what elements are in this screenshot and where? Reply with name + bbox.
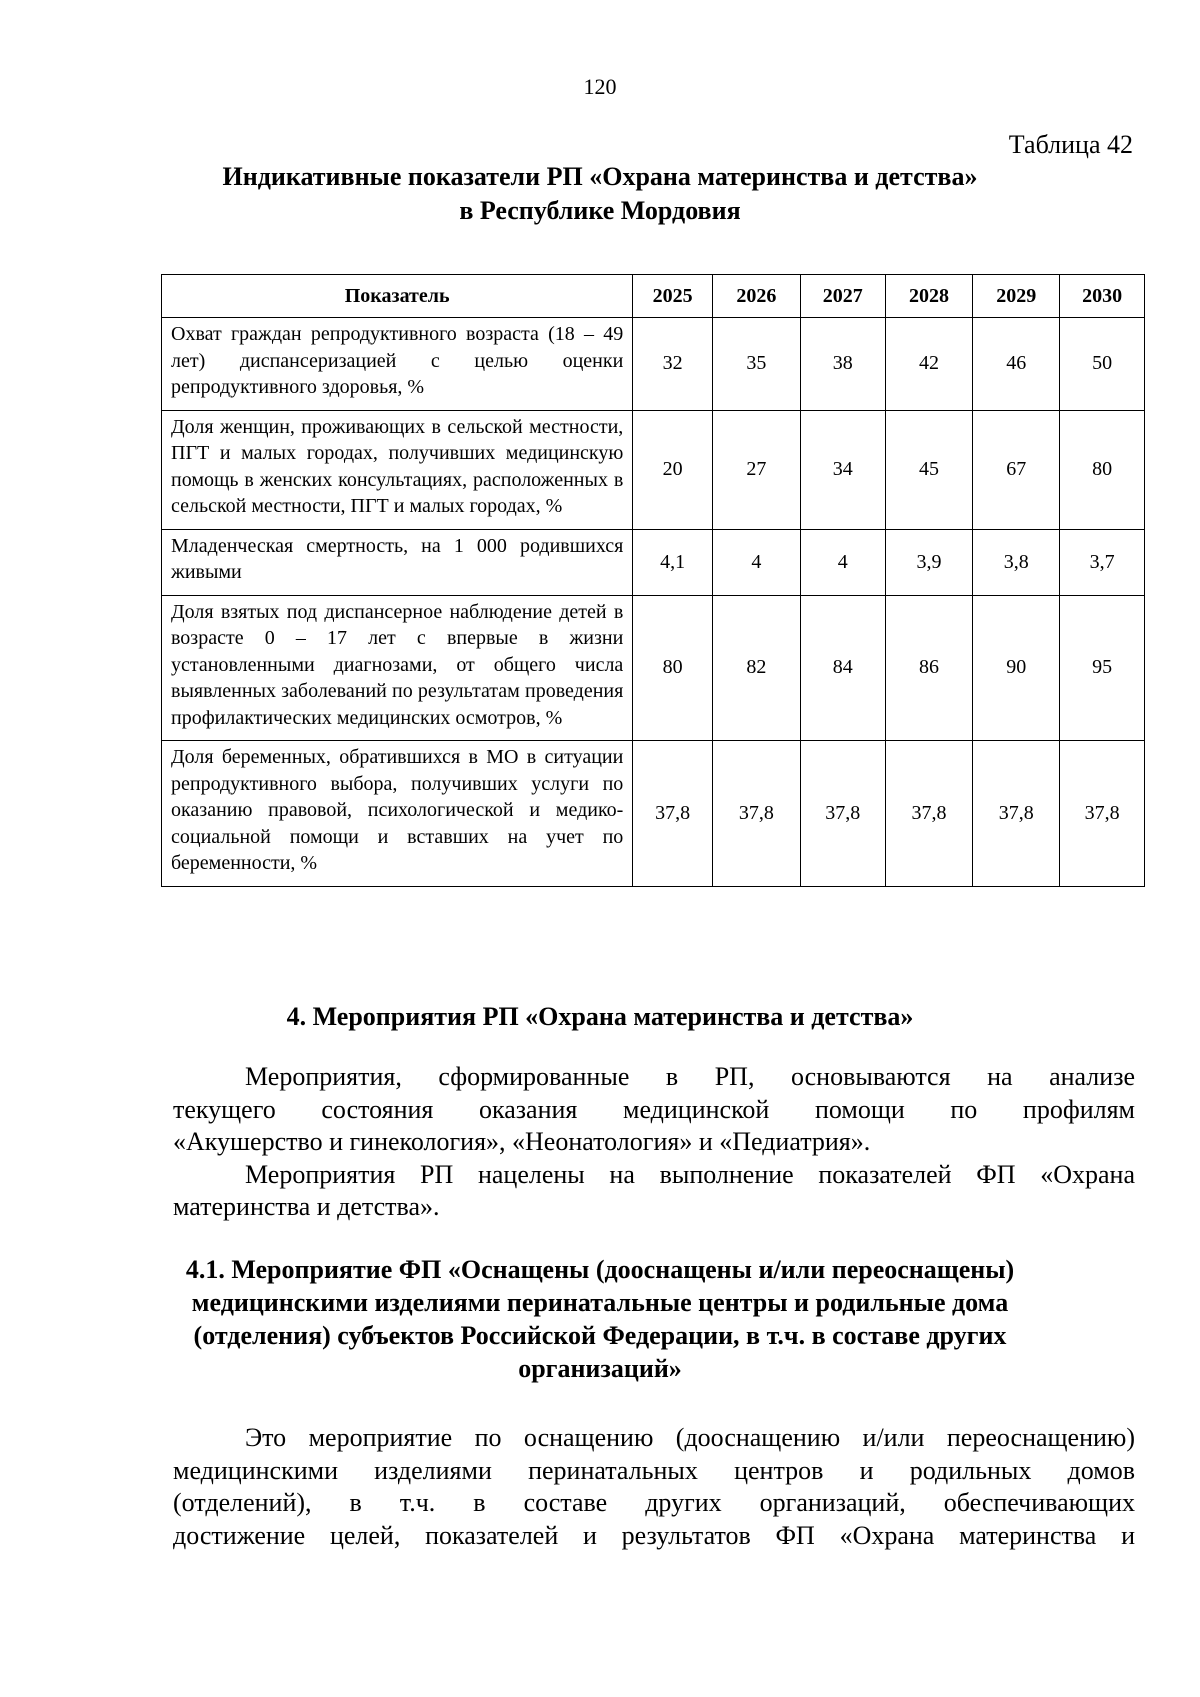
text-line: Мероприятия, сформированные в РП, основываются на анализе [245,1062,1135,1091]
indicator-name: Доля женщин, проживающих в сельской местности, ПГТ и малых городах, получивших медицинскую помощь в женских консультациях, расположенных в сельской местности, ПГТ и малых городах, % [162,410,633,529]
table-caption: Таблица 42 [1008,130,1133,159]
header-year: 2030 [1060,275,1145,318]
indicator-value: 80 [633,595,713,741]
indicator-value: 37,8 [973,741,1060,887]
indicator-value: 27 [713,410,801,529]
indicator-value: 35 [713,318,801,411]
heading-line: медицинскими изделиями перинатальные центры и родильные дома [191,1288,1009,1317]
text-line: достижение целей, показателей и результатов ФП «Охрана материнства и [173,1520,1135,1550]
header-year: 2028 [885,275,973,318]
table-row [162,318,1145,411]
section-4-paragraph-1 [173,1061,1135,1224]
indicator-value: 38 [800,318,885,411]
table-row [162,410,1145,529]
section-4-1-paragraph-1 [173,1422,1135,1552]
indicator-value: 34 [800,410,885,529]
indicator-value: 20 [633,410,713,529]
text-line: «Акушерство и гинекология», «Неонатология» и «Педиатрия». [173,1127,871,1156]
indicator-value: 50 [1060,318,1145,411]
indicator-value: 3,7 [1060,529,1145,595]
table-row [162,741,1145,887]
indicator-value: 32 [633,318,713,411]
indicator-value: 46 [973,318,1060,411]
indicator-value: 3,9 [885,529,973,595]
indicator-value: 42 [885,318,973,411]
header-year: 2026 [713,275,801,318]
indicators-table [161,274,1145,887]
text-line: (отделений), в т.ч. в составе других организаций, обеспечивающих [173,1488,1135,1517]
header-indicator: Показатель [162,275,633,318]
indicator-value: 37,8 [713,741,801,887]
indicator-name: Доля беременных, обратившихся в МО в ситуации репродуктивного выбора, получивших услуги по оказанию правовой, психологической и медико-социальной помощи и вставших на учет по беременности, % [162,741,633,887]
header-year: 2029 [973,275,1060,318]
text-line: Это мероприятие по оснащению (дооснащению и/или переоснащению) [245,1423,1135,1452]
indicator-value: 37,8 [800,741,885,887]
heading-line: 4.1. Мероприятие ФП «Оснащены (дооснащены и/или переоснащены) [185,1255,1015,1284]
heading-line: организаций» [518,1354,682,1383]
table-header-row [162,275,1145,318]
indicator-name: Доля взятых под диспансерное наблюдение детей в возрасте 0 – 17 лет с впервые в жизни установленными диагнозами, от общего числа выявленных заболеваний по результатам проведения профилактических медицинских осмотров, % [162,595,633,741]
table-title-line: в Республике Мордовия [459,196,741,225]
indicator-value: 4,1 [633,529,713,595]
text-line: текущего состояния оказания медицинской помощи по профилям [173,1094,1135,1124]
header-year: 2027 [800,275,885,318]
table-row [162,529,1145,595]
table-title-line: Индикативные показатели РП «Охрана материнства и детства» [222,162,978,191]
indicator-value: 67 [973,410,1060,529]
text-line: Мероприятия РП нацелены на выполнение показателей ФП «Охрана [245,1159,1135,1189]
indicator-value: 80 [1060,410,1145,529]
indicator-value: 3,8 [973,529,1060,595]
indicator-name: Младенческая смертность, на 1 000 родившихся живыми [162,529,633,595]
indicator-value: 4 [713,529,801,595]
text-line: медицинскими изделиями перинатальных центров и родильных домов [173,1455,1135,1485]
indicator-value: 95 [1060,595,1145,741]
header-year: 2025 [633,275,713,318]
indicator-value: 86 [885,595,973,741]
indicator-value: 45 [885,410,973,529]
section-4-heading: 4. Мероприятия РП «Охрана материнства и детства» [286,1002,914,1031]
section-4-1-heading [0,1253,1200,1385]
page-number: 120 [583,74,617,99]
text-line: материнства и детства». [173,1192,440,1221]
indicator-value: 37,8 [1060,741,1145,887]
indicator-value: 82 [713,595,801,741]
table-row [162,595,1145,741]
indicator-value: 84 [800,595,885,741]
table-title [0,160,1200,228]
indicator-value: 37,8 [885,741,973,887]
indicator-name: Охват граждан репродуктивного возраста (18 – 49 лет) диспансеризацией с целью оценки репродуктивного здоровья, % [162,318,633,411]
heading-line: (отделения) субъектов Российской Федерации, в т.ч. в составе других [193,1321,1007,1350]
indicator-value: 90 [973,595,1060,741]
indicator-value: 37,8 [633,741,713,887]
indicator-value: 4 [800,529,885,595]
